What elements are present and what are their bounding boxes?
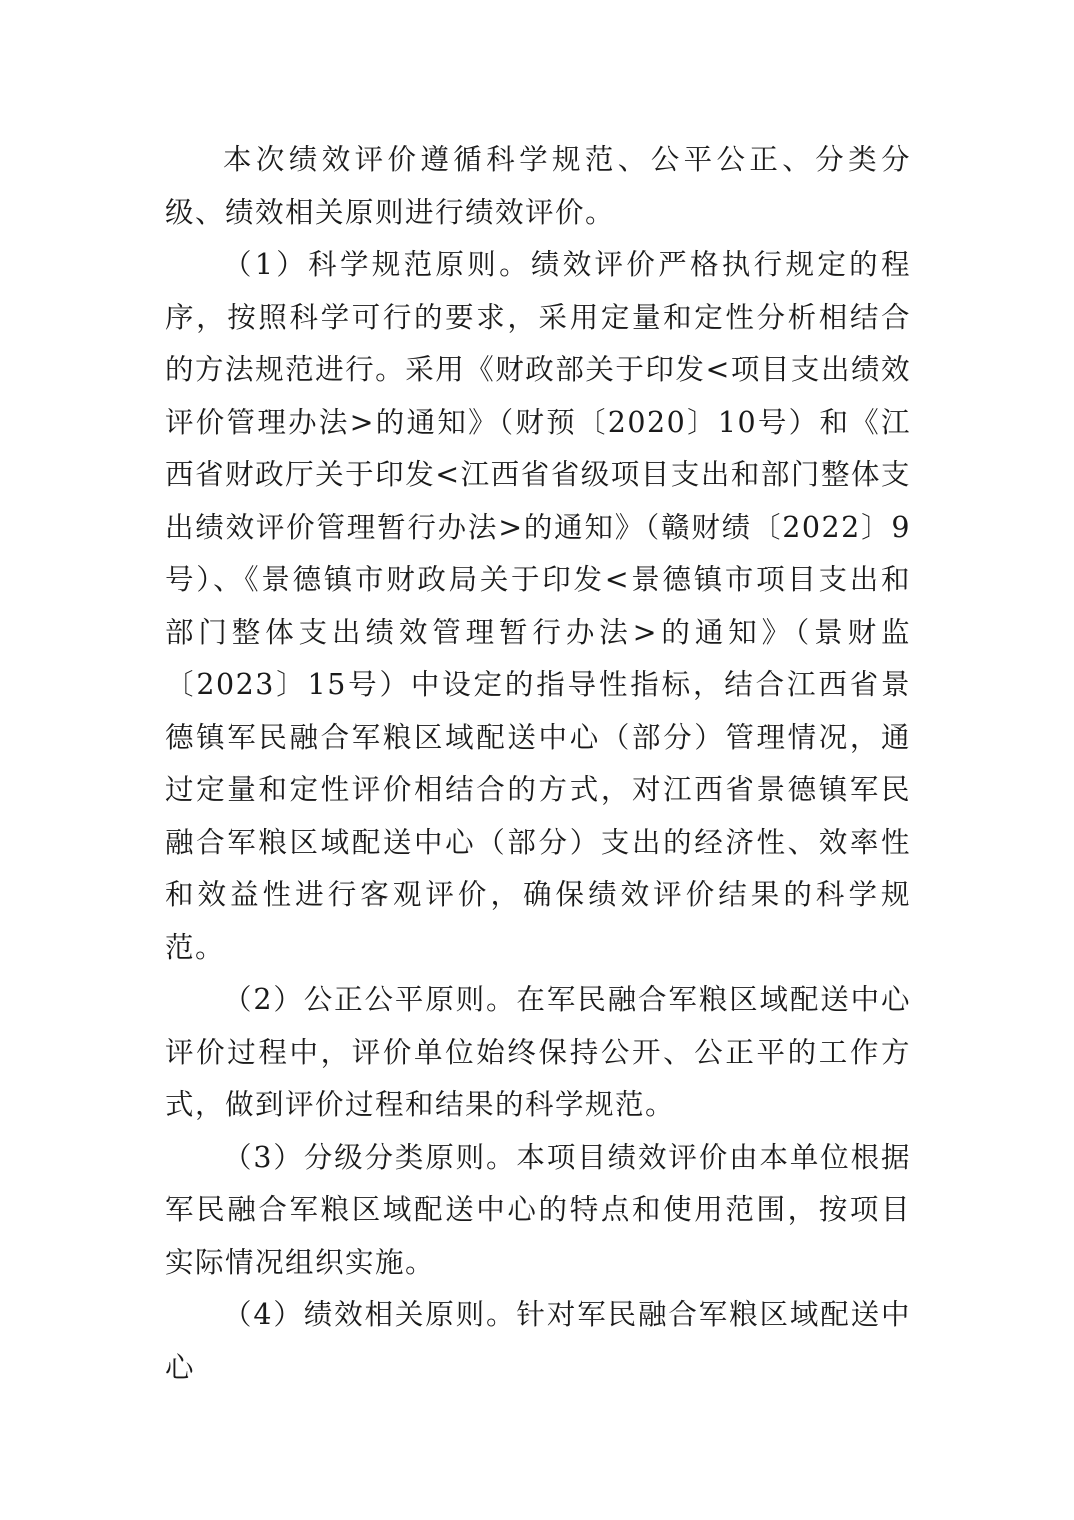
document-body xyxy=(165,134,911,1394)
paragraph-principle-4: （4）绩效相关原则。针对军民融合军粮区域配送中心 xyxy=(165,1298,911,1384)
paragraph-principle-1: （1）科学规范原则。绩效评价严格执行规定的程序，按照科学可行的要求，采用定量和定性分析相结合的方法规范进行。采用《财政部关于印发<项目支出绩效评价管理办法>的通知》（财预〔2020〕10号）和《江西省财政厅关于印发<江西省省级项目支出和部门整体支出绩效评价管理暂行办法>的通知》（赣财绩〔2022〕9 号）、《景德镇市财政局关于印发<景德镇市项目支出和部门整体支出绩效管理暂行办法>的通知》（景财监〔2023〕15号）中设定的指导性指标，结合江西省景德镇军民融合军粮区域配送中心（部分）管理情况，通过定量和定性评价相结合的方式，对江西省景德镇军民融合军粮区域配送中心（部分）支出的经济性、效率性和效益性进行客观评价，确保绩效评价结果的科学规范。 xyxy=(165,248,912,964)
paragraph-principle-2: （2）公正公平原则。在军民融合军粮区域配送中心评价过程中，评价单位始终保持公开、公正平的工作方式，做到评价过程和结果的科学规范。 xyxy=(165,983,911,1121)
paragraph-principle-3: （3）分级分类原则。本项目绩效评价由本单位根据军民融合军粮区域配送中心的特点和使用范围，按项目实际情况组织实施。 xyxy=(165,1140,911,1279)
paragraph-intro: 本次绩效评价遵循科学规范、公平公正、分类分级、绩效相关原则进行绩效评价。 xyxy=(165,143,911,229)
